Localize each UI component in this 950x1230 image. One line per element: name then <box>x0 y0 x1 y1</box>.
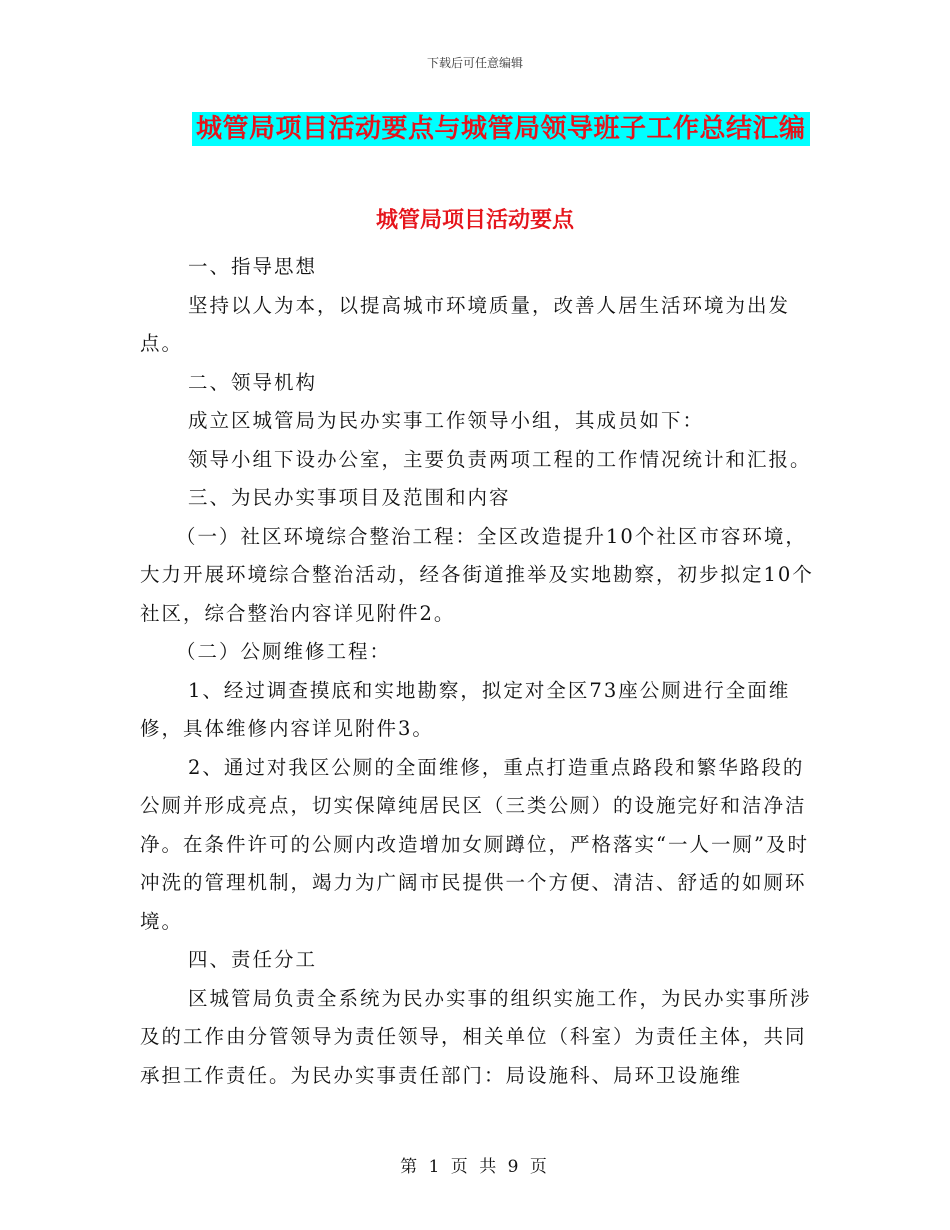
paragraph: （一）社区环境综合整治工程：全区改造提升10个社区市容环境，大力开展环境综合整治活动，经各街道推举及实地勘察，初步拟定10个社区，综合整治内容详见附件2。 <box>140 524 814 625</box>
heading-responsibility: 四、责任分工 <box>188 948 318 971</box>
page-footer: 第 1 页 共 9 页 <box>400 1157 550 1177</box>
paragraph: （二）公厕维修工程： <box>176 640 392 663</box>
main-title-container <box>192 112 810 146</box>
document-body <box>140 248 820 1095</box>
paragraph: 领导小组下设办公室，主要负责两项工程的工作情况统计和汇报。 <box>188 447 812 471</box>
paragraph: 区城管局负责全系统为民办实事的组织实施工作，为民办实事所涉及的工作由分管领导为责任领导，相关单位（科室）为责任主体，共同承担工作责任。为民办实事责任部门：局设施科、局环卫设施维 <box>140 986 812 1087</box>
heading-projects: 三、为民办实事项目及范围和内容 <box>188 486 511 509</box>
paragraph: 坚持以人为本，以提高城市环境质量，改善人居生活环境为出发点。 <box>140 293 791 355</box>
heading-guiding-thought: 一、指导思想 <box>188 255 318 278</box>
paragraph: 1、经过调查摸底和实地勘察，拟定对全区73座公厕进行全面维修，具体维修内容详见附件3。 <box>140 678 791 740</box>
heading-leadership: 二、领导机构 <box>188 370 318 394</box>
paragraph: 2、通过对我区公厕的全面维修，重点打造重点路段和繁华路段的公厕并形成亮点，切实保障纯居民区（三类公厕）的设施完好和洁净洁净。在条件许可的公厕内改造增加女厕蹲位，严格落实“一人一厕”及时冲洗的管理机制，竭力为广阔市民提供一个方便、清洁、舒适的如厕环境。 <box>140 755 809 933</box>
document-title: 城管局项目活动要点与城管局领导班子工作总结汇编 <box>192 112 810 146</box>
section-title: 城管局项目活动要点 <box>375 207 574 233</box>
header-note: 下载后可任意编辑 <box>426 56 523 70</box>
paragraph: 成立区城管局为民办实事工作领导小组，其成员如下： <box>188 409 705 432</box>
